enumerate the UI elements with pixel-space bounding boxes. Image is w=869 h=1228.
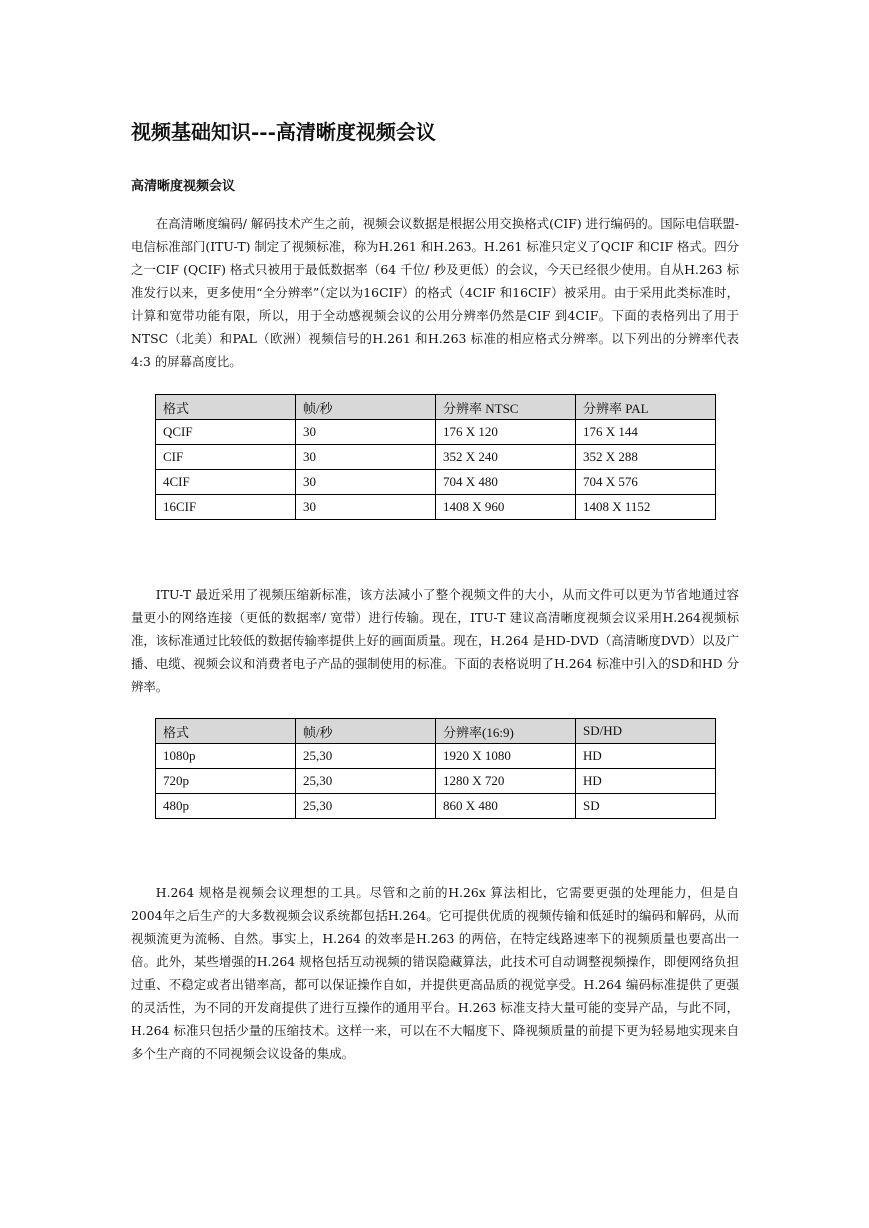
table-cell: 1080p	[156, 744, 296, 769]
page-title: 视频基础知识---高清晰度视频会议	[131, 120, 436, 144]
table-cell: 25,30	[296, 794, 436, 819]
table-cell: 1408 X 960	[436, 495, 576, 520]
table-cell: 704 X 480	[436, 470, 576, 495]
table-cell: 352 X 288	[576, 445, 716, 470]
paragraph-h264-benefits: H.264 规格是视频会议理想的工具。尽管和之前的H.26x 算法相比，它需要更强的处理能力，但是自2004年之后生产的大多数视频会议系统都包括H.264。它可提供优质的视频传输和低延时的编码和解码，从而视频流更为流畅、自然。事实上，H.264 的效率是H.263 的两倍，在特定线路速率下的视频质量也要高出一倍。此外，某些增强的H.264 规格包括互动视频的错误隐藏算法，此技术可自动调整视频操作，即便网络负担过重、不稳定或者出错率高，都可以保证操作自如，并提供更高品质的视觉享受。H.264 编码标准提供了更强的灵活性，为不同的开发商提供了进行互操作的通用平台。H.263 标准支持大量可能的变异产品，与此不同，H.264 标准只包括少量的压缩技术。这样一来，可以在不大幅度下、降视频质量的前提下更为轻易地实现来自多个生产商的不同视频会议设备的集成。	[131, 885, 739, 1061]
table-cell: 1280 X 720	[436, 769, 576, 794]
table-cell: 16CIF	[156, 495, 296, 520]
table-row	[156, 769, 716, 794]
table-header-cell: 分辨率 PAL	[576, 395, 716, 420]
table-cell: QCIF	[156, 420, 296, 445]
table-cell: 30	[296, 420, 436, 445]
paragraph-h264-intro: ITU-T 最近采用了视频压缩新标准，该方法减小了整个视频文件的大小，从而文件可以更为节省地通过容量更小的网络连接（更低的数据率/ 宽带）进行传输。现在，ITU-T 建议高清晰度视频会议采用H.264视频标准，该标准通过比较低的数据传输率提供上好的画面质量。现在，H.264 是HD-DVD（高清晰度DVD）以及广播、电缆、视频会议和消费者电子产品的强制使用的标准。下面的表格说明了H.264 标准中引入的SD和HD 分辨率。	[131, 587, 739, 694]
table-cell: 704 X 576	[576, 470, 716, 495]
table-cell: 480p	[156, 794, 296, 819]
table-header-row	[156, 395, 716, 420]
table-cell: 176 X 120	[436, 420, 576, 445]
cif-format-table	[155, 394, 716, 520]
table-row	[156, 495, 716, 520]
table-cell: 1920 X 1080	[436, 744, 576, 769]
table-cell: 30	[296, 495, 436, 520]
hd-format-table	[155, 718, 716, 819]
table-cell: 860 X 480	[436, 794, 576, 819]
table-row	[156, 794, 716, 819]
table-header-cell: 格式	[156, 719, 296, 744]
table-cell: 720p	[156, 769, 296, 794]
table-cell: HD	[576, 744, 716, 769]
table-row	[156, 445, 716, 470]
table-cell: 25,30	[296, 769, 436, 794]
paragraph-intro: 在高清晰度编码/ 解码技术产生之前，视频会议数据是根据公用交换格式(CIF) 进行编码的。国际电信联盟-电信标准部门(ITU-T) 制定了视频标准，称为H.261 和H.263。H.261 标准只定义了QCIF 和CIF 格式。四分之一CIF (QCIF) 格式只被用于最低数据率（64 千位/ 秒及更低）的会议，今天已经很少使用。自从H.263 标准发行以来，更多使用“全分辨率”（定以为16CIF）的格式（4CIF 和16CIF）被采用。由于采用此类标准时，计算和宽带功能有限，所以，用于全动感视频会议的公用分辨率仍然是CIF 到4CIF。下面的表格列出了用于NTSC（北美）和PAL（欧洲）视频信号的H.261 和H.263 标准的相应格式分辨率。以下列出的分辨率代表4:3 的屏幕高度比。	[131, 216, 739, 369]
table-cell: 1408 X 1152	[576, 495, 716, 520]
table-cell: 176 X 144	[576, 420, 716, 445]
table-header-cell: 帧/秒	[296, 719, 436, 744]
table-header-cell: 帧/秒	[296, 395, 436, 420]
table-header-cell: 格式	[156, 395, 296, 420]
section-heading: 高清晰度视频会议	[131, 179, 236, 194]
table-header-cell: SD/HD	[576, 719, 716, 744]
table-header-cell: 分辨率 NTSC	[436, 395, 576, 420]
table-cell: SD	[576, 794, 716, 819]
table-cell: CIF	[156, 445, 296, 470]
table-cell: 25,30	[296, 744, 436, 769]
table-row	[156, 744, 716, 769]
table-cell: 30	[296, 470, 436, 495]
table-row	[156, 470, 716, 495]
table-cell: 352 X 240	[436, 445, 576, 470]
table-cell: 30	[296, 445, 436, 470]
table-header-cell: 分辨率(16:9)	[436, 719, 576, 744]
table-cell: HD	[576, 769, 716, 794]
table-row	[156, 420, 716, 445]
table-cell: 4CIF	[156, 470, 296, 495]
table-header-row	[156, 719, 716, 744]
